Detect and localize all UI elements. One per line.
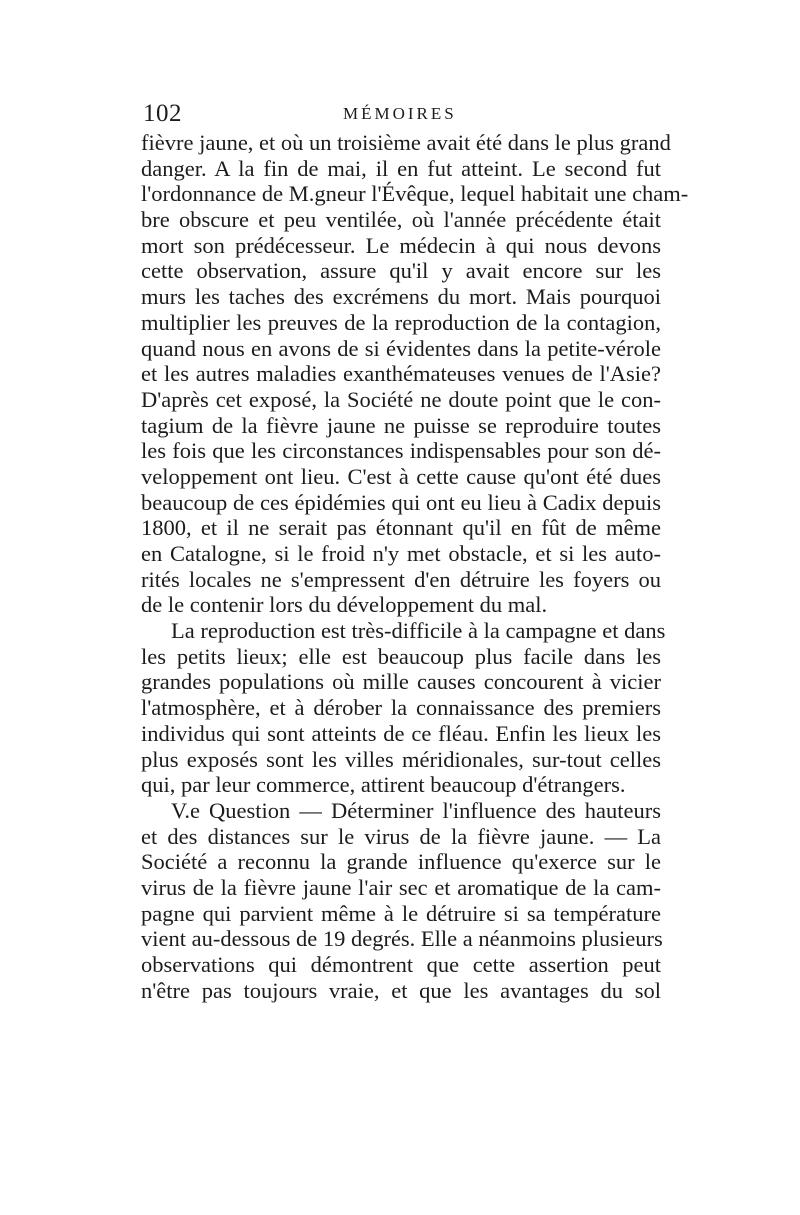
text-line: rités locales ne s'empressent d'en détruire les foyers ou xyxy=(141,566,661,592)
text-line: les fois que les circonstances indispensables pour son dé- xyxy=(141,438,661,464)
text-line: l'ordonnance de M.gneur l'Évêque, lequel habitait une cham- xyxy=(141,181,689,207)
text-line: La reproduction est très-difficile à la campagne et dans xyxy=(171,618,666,644)
page-number: 102 xyxy=(143,100,182,127)
text-line: et les autres maladies exanthémateuses venues de l'Asie? xyxy=(141,361,661,387)
text-line: murs les taches des excrémens du mort. Mais pourquoi xyxy=(141,284,661,310)
text-line: bre obscure et peu ventilée, où l'année précédente était xyxy=(141,207,661,233)
text-line: l'atmosphère, et à dérober la connaissance des premiers xyxy=(141,695,661,721)
running-head: MÉMOIRES xyxy=(343,104,457,123)
text-line: Société a reconnu la grande influence qu'exerce sur le xyxy=(141,849,661,875)
text-line: plus exposés sont les villes méridionales, sur-tout celles xyxy=(141,746,661,772)
text-line: de le contenir lors du développement du mal. xyxy=(141,592,548,618)
text-line: n'être pas toujours vraie, et que les avantages du sol xyxy=(141,977,661,1003)
text-line: D'après cet exposé, la Société ne doute point que le con- xyxy=(141,386,661,412)
text-line: qui, par leur commerce, attirent beaucoup d'étrangers. xyxy=(141,772,626,798)
body-text xyxy=(141,130,689,1003)
text-line: cette observation, assure qu'il y avait encore sur les xyxy=(141,258,661,284)
text-line: et des distances sur le virus de la fièvre jaune. — La xyxy=(141,823,661,849)
text-line: 1800, et il ne serait pas étonnant qu'il en fût de même xyxy=(141,515,661,541)
text-line: veloppement ont lieu. C'est à cette cause qu'ont été dues xyxy=(141,463,661,489)
text-line: pagne qui parvient même à le détruire si sa température xyxy=(141,900,661,926)
page-header xyxy=(143,100,656,128)
text-line: beaucoup de ces épidémies qui ont eu lieu à Cadix depuis xyxy=(141,489,661,515)
text-line: en Catalogne, si le froid n'y met obstacle, et si les auto- xyxy=(141,541,661,566)
text-line: fièvre jaune, et où un troisième avait été dans le plus grand xyxy=(141,130,671,155)
text-line: tagium de la fièvre jaune ne puisse se reproduire toutes xyxy=(141,412,661,438)
text-line: individus qui sont atteints de ce fléau. Enfin les lieux les xyxy=(141,720,661,746)
text-line: quand nous en avons de si évidentes dans la petite-vérole xyxy=(141,335,661,361)
text-line: multiplier les preuves de la reproduction de la contagion, xyxy=(141,309,661,335)
text-line: vient au-dessous de 19 degrés. Elle a néanmoins plusieurs xyxy=(141,926,663,952)
text-line: danger. A la fin de mai, il en fut atteint. Le second fut xyxy=(141,155,661,181)
text-line: observations qui démontrent que cette assertion peut xyxy=(141,952,661,977)
text-line: virus de la fièvre jaune l'air sec et aromatique de la cam- xyxy=(141,874,661,900)
text-line: les petits lieux; elle est beaucoup plus facile dans les xyxy=(141,643,661,669)
text-line: mort son prédécesseur. Le médecin à qui nous devons xyxy=(141,232,661,258)
text-line: V.e Question — Déterminer l'influence des hauteurs xyxy=(171,797,661,823)
text-line: grandes populations où mille causes concourent à vicier xyxy=(141,669,661,695)
